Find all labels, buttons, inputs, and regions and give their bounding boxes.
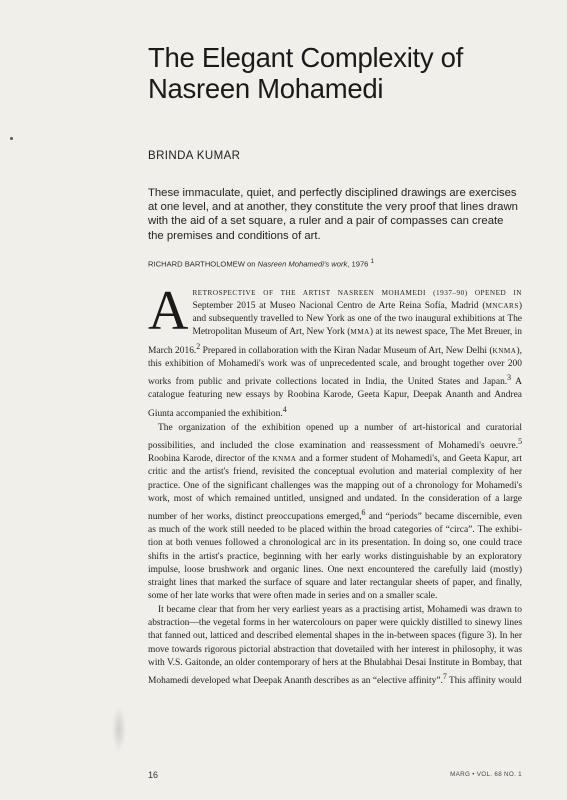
footnote-ref: 3 [507,373,512,383]
title-line-2: Nasreen Mohamedi [148,73,384,104]
text-run: It became clear that from her very earliest years as a practising artist, Mohamedi was drawn to abstraction—the vegetal forms in her watercolours on paper were quickly distilled to sinewy lines that fanned out, latticed and described elemental shapes in the in-between spaces (figure 3). In her move towards rigorous pictorial abstraction that dovetailed with her interest in philosophy, it was with V.S. Gaitonde, an older contemporary of hers at the Bhulabhai Desai Institute in Bombay, that Mohamedi developed what Deepak Ananth describes as an “elective affinity”. [148,605,522,687]
text-run: The organization of the exhibition opened up a number of art-historical and curatorial possibilities, and included the close examination and reassessment of Mohamedi's oeuvre. [148,422,522,452]
text-run: Roobina Karode, director of the [148,454,273,465]
footnote-ref: 4 [282,404,287,414]
text-run: A catalogue featuring new essays by Roobina Karode, Geeta Kapur, Deepak Ananth and Andrea Giunta accompanied the exhibition. [148,377,522,419]
text-run: ), this exhibition of Mohamedi's work was of unprecedented scale, and brought together over 200 works from public and private collections located in India, the United States and Japan. [148,345,522,388]
text-run: This affinity would [446,676,522,687]
abbrev-mma: MMA [350,328,370,337]
epigraph-quote: These immaculate, quiet, and perfectly disciplined drawings are exercises at one level, and at another, they constitute the very proof that lines drawn with the aid of a set square, a ruler and a pair of compasses can create the premises and conditions of art. [148,187,518,242]
footnote-ref: 7 [442,671,447,681]
attribution-work: Nasreen Mohamedi's work [257,259,348,269]
footnote-ref: 5 [518,436,522,446]
text-run: Prepared in collaboration with the Kiran Nadar Museum of Art, New Delhi ( [200,345,493,356]
text-run: ) and subsequently travelled to New York as one of the two inaugural exhibitions at The Metropolitan Museum of Art, New York ( [192,301,522,338]
text-run: and “periods” became discernible, even as much of the work still needed to be placed within the broad categories of “circa”. The exhibition at both venues followed a chronological arc in its presentation. In doing so, one could trace shifts in the artist's practice, beginning with her early works distinguishable by an exploratory impulse, loose brushwork and organic lines. One next encountered the carefully laid (mostly) straight lines that marked the surface of square and later rectangular sheets of paper, and finally, some of her late works that were often made in series and on a smaller scale. [148,512,522,601]
author-byline: BRINDA KUMAR [148,150,241,162]
scan-smudge [112,706,126,752]
body-paragraph-2 [148,422,522,603]
title-line-1: The Elegant Complexity of [148,42,464,73]
journal-reference: MARG • VOL. 68 NO. 1 [450,771,522,778]
epigraph-attribution [148,258,528,269]
footnote-ref: 6 [361,507,366,517]
abbrev-knma: KNMA [492,346,517,355]
text-run: ) at its newest space, The Met Breuer, in March 2016. [148,327,522,356]
text-run: September 2015 at Museo Nacional Centro de Arte Reina Sofía, Madrid ( [192,301,486,312]
article-title [148,42,538,104]
attribution-year: , 1976 [347,259,369,269]
drop-cap: A [148,280,189,342]
opening-small-caps: RETROSPECTIVE OF THE ARTIST NASREEN MOHAMEDI (1937–90) OPENED IN [192,289,522,297]
page-number: 16 [148,770,159,780]
scan-speck [10,137,13,140]
abbrev-knma: KNMA [272,455,297,464]
text-run: and a former student of Mohamedi's, and Geeta Kapur, art critic and the artist's friend, revisited the conceptual evolution and material complexity of her practice. One of the significant challenges was the mapping out of a chronology for Mohamedi's work, most of which remained untitled, unsigned and undated. In the consideration of a large number of her works, distinct preoccupations emerged, [148,454,522,523]
attribution-name: RICHARD BARTHOLOMEW [148,259,245,269]
footnote-ref: 2 [196,341,201,351]
footnote-ref: 1 [370,258,375,265]
attribution-on: on [247,259,256,269]
body-paragraph-3 [148,604,522,688]
body-paragraph-1 [148,280,522,421]
abbrev-mncars: MNCARS [485,302,519,311]
article-body [148,280,522,688]
